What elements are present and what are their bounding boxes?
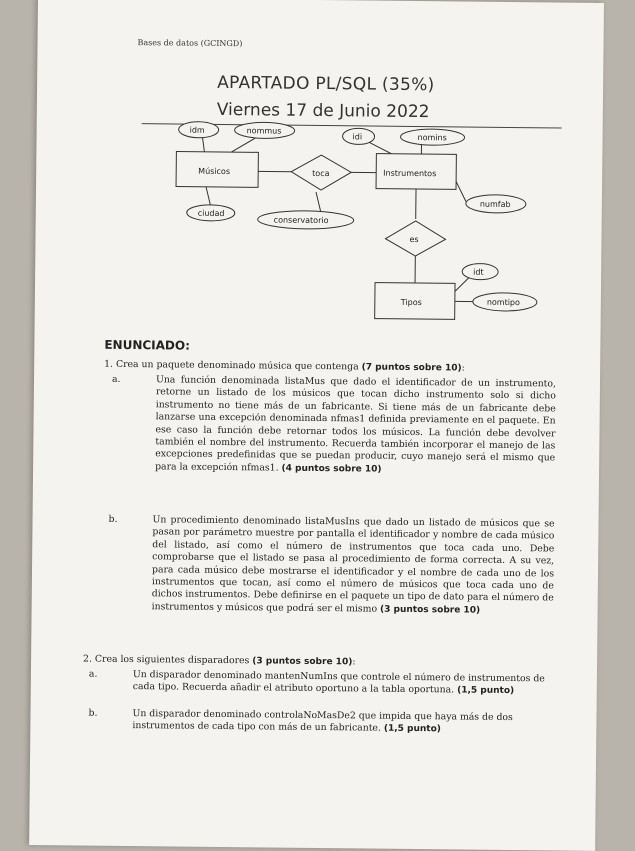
item-label: b. bbox=[130, 514, 152, 527]
item-label: b. bbox=[110, 708, 132, 721]
entity-tipos bbox=[375, 283, 455, 320]
item-label: a. bbox=[111, 669, 133, 682]
relationship-toca bbox=[291, 155, 351, 191]
item-points: (3 puntos sobre 10) bbox=[380, 604, 480, 615]
entity-instrumentos bbox=[376, 154, 456, 190]
relationship-label: toca bbox=[312, 169, 330, 178]
attribute-nomtipo bbox=[473, 293, 537, 312]
attribute-numfab bbox=[466, 195, 526, 214]
item-text: Una función denominada listaMus que dado el identificador de un instrumento, retorne un listado de los músicos que tocan dicho instrumento solo si dicho instrumento no tiene más de un fabricante. Si tiene más de un fabricante debe lanzarse una excepción denominada nfmas1 definida previamente en el paquete. En ese caso la función debe retornar todos los músicos. La función debe devolver también el nombre del instrumento. Recuerda también incorporar el manejo de las excepciones predefinidas que se puedan producir, cuyo manejo será el mismo que para la excepción nfmas1. bbox=[155, 374, 556, 473]
question-1: 1. Crea un paquete denominado música que contenga (7 puntos sobre 10): bbox=[104, 359, 564, 376]
svg-text:idm: idm bbox=[190, 126, 205, 135]
svg-text:conservatorio: conservatorio bbox=[274, 216, 329, 226]
exam-date: Viernes 17 de Junio 2022 bbox=[217, 100, 430, 122]
svg-text:ciudad: ciudad bbox=[198, 209, 225, 218]
question-1a bbox=[133, 374, 556, 478]
question-points: (3 puntos sobre 10) bbox=[252, 656, 352, 667]
question-text: Crea un paquete denominado música que contenga bbox=[116, 359, 359, 373]
question-1b bbox=[130, 514, 555, 618]
question-points: (7 puntos sobre 10) bbox=[362, 362, 462, 373]
question-number: 1. bbox=[104, 359, 113, 370]
attribute-conservatorio bbox=[258, 210, 354, 229]
attribute-nomins bbox=[400, 129, 464, 146]
exam-title: APARTADO PL/SQL (35%) bbox=[217, 73, 435, 95]
exam-page bbox=[29, 0, 604, 851]
statement-heading: ENUNCIADO: bbox=[104, 338, 190, 353]
question-2a bbox=[111, 669, 551, 698]
svg-text:nomtipo: nomtipo bbox=[487, 298, 520, 307]
course-header: Bases de datos (GCINGD) bbox=[137, 38, 242, 48]
entity-label: Músicos bbox=[198, 167, 230, 176]
entity-musicos bbox=[176, 151, 258, 187]
attribute-idi bbox=[342, 128, 374, 144]
relationship-label: es bbox=[409, 235, 418, 244]
question-2: 2. Crea los siguientes disparadores (3 puntos sobre 10): bbox=[83, 654, 553, 671]
item-points: (1,5 punto) bbox=[384, 724, 441, 735]
item-text: Un procedimiento denominado listaMusIns que dado un listado de músicos que se pasan por parámetro muestre por pantalla el identificador y nombre de cada músico del listado, así como el número de instrumentos que toca cada uno. Debe comprobarse que el listado se pasa al procedimiento de forma correcta. A su vez, para cada músico debe mostrarse el identificador y el nombre de cada uno de los instrumentos que tocan, así como el número de músicos que toca cada uno de dichos instrumentos. Debe definirse en el paquete un tipo de dato para el número de instrumentos y músicos que podrá ser el mismo bbox=[152, 514, 555, 614]
svg-text:nommus: nommus bbox=[247, 126, 282, 135]
svg-text:idt: idt bbox=[473, 268, 484, 277]
svg-text:numfab: numfab bbox=[480, 200, 511, 209]
attribute-ciudad bbox=[187, 205, 235, 222]
question-number: 2. bbox=[83, 654, 92, 665]
item-points: (4 puntos sobre 10) bbox=[281, 463, 381, 474]
er-diagram bbox=[135, 118, 577, 333]
entity-label: Tipos bbox=[400, 298, 422, 307]
attribute-idt bbox=[462, 263, 498, 279]
question-text: Crea los siguientes disparadores bbox=[95, 654, 250, 667]
item-label: a. bbox=[134, 374, 156, 387]
item-text: Un disparador denominado mantenNumIns que controle el número de instrumentos de cada tipo. Recuerda añadir el atributo oportuno a la tabla oportuna. bbox=[133, 669, 545, 696]
svg-text:nomins: nomins bbox=[418, 133, 447, 142]
entity-label: Instrumentos bbox=[383, 169, 436, 179]
svg-text:idi: idi bbox=[353, 132, 363, 141]
attribute-idm bbox=[179, 122, 219, 138]
item-points: (1,5 punto) bbox=[457, 686, 514, 697]
item-text: Un disparador denominado controlaNoMasDe2 que impida que haya más de dos instrumentos de cada tipo con más de un fabricante. bbox=[132, 708, 513, 734]
attribute-nommus bbox=[235, 122, 295, 139]
relationship-es bbox=[385, 221, 445, 257]
question-2b bbox=[110, 708, 550, 737]
